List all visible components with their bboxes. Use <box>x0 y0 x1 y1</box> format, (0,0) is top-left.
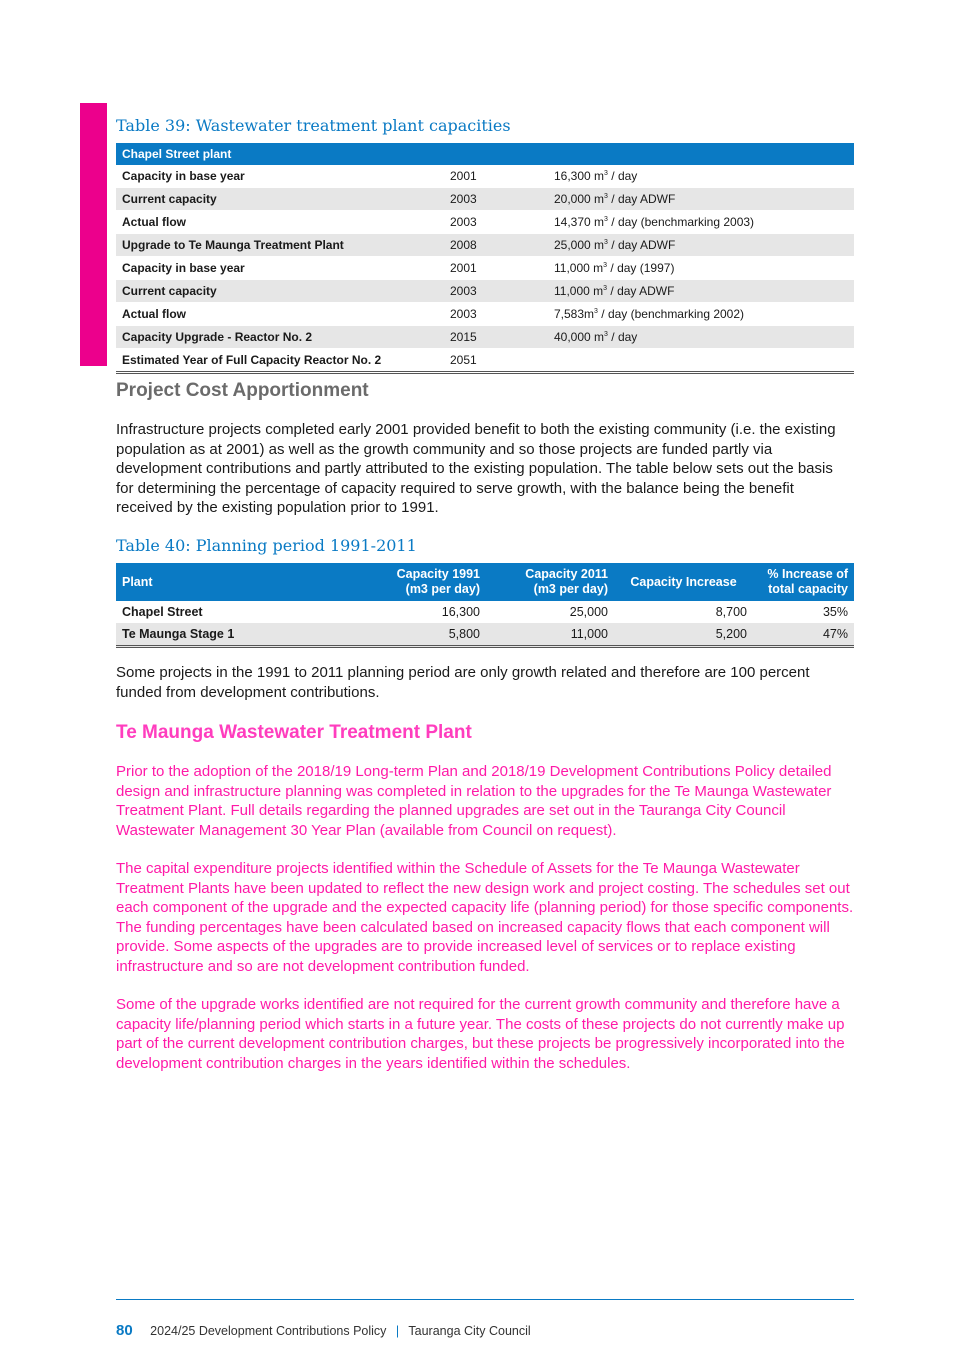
col-label: (m3 per day) <box>405 582 480 596</box>
row-capacity-increase: 5,200 <box>614 623 753 647</box>
table39-title: Table 39: Wastewater treatment plant capacities <box>116 116 511 135</box>
row-label: Capacity in base year <box>116 165 444 188</box>
row-label: Current capacity <box>116 188 444 211</box>
row-year: 2003 <box>444 188 548 211</box>
row-value <box>548 188 854 211</box>
value-suffix: / day ADWF <box>607 192 676 206</box>
col-capacity-2011 <box>486 563 614 601</box>
row-year: 2003 <box>444 211 548 234</box>
row-label: Actual flow <box>116 211 444 234</box>
row-capacity-2011: 11,000 <box>486 623 614 647</box>
table-row <box>116 280 854 303</box>
row-label: Capacity in base year <box>116 257 444 280</box>
footer-doc-title: 2024/25 Development Contributions Policy <box>150 1324 387 1338</box>
footer-separator: | <box>395 1324 400 1338</box>
value-suffix: / day (benchmarking 2003) <box>607 215 755 229</box>
col-label: total capacity <box>768 582 848 596</box>
row-value <box>548 303 854 326</box>
col-pct-increase <box>753 563 854 601</box>
value-text: 14,370 m <box>554 215 605 229</box>
row-year: 2001 <box>444 165 548 188</box>
value-unit-exponent: 3 <box>594 308 598 315</box>
table-row <box>116 211 854 234</box>
row-plant: Chapel Street <box>122 605 203 619</box>
row-year: 2001 <box>444 257 548 280</box>
col-label: Capacity 2011 <box>525 567 608 581</box>
value-unit-exponent: 3 <box>604 193 608 200</box>
row-value <box>548 257 854 280</box>
section-project-cost <box>116 379 854 518</box>
value-text: 20,000 m <box>554 192 605 206</box>
row-label: Upgrade to Te Maunga Treatment Plant <box>116 234 444 257</box>
value-text: 40,000 m <box>554 330 605 344</box>
row-label: Current capacity <box>116 280 444 303</box>
table-row <box>116 234 854 257</box>
accent-bar <box>80 103 107 366</box>
table-row <box>116 326 854 349</box>
table-row <box>116 349 854 373</box>
row-year: 2051 <box>444 349 548 373</box>
paragraph: Prior to the adoption of the 2018/19 Long-term Plan and 2018/19 Development Contributions Policy detailed design and infrastructure planning was completed in relation to the upgrades for the Te Maunga Wastewater Treatment Plant. Full details regarding the planned upgrades are set out in the Tauranga City Council Wastewater Management 30 Year Plan (available from Council on request). <box>116 763 832 839</box>
col-capacity-1991 <box>358 563 486 601</box>
col-capacity-increase: Capacity Increase <box>614 563 753 601</box>
page-number: 80 <box>116 1322 133 1339</box>
value-suffix: / day <box>607 330 638 344</box>
growth-note <box>116 663 854 702</box>
value-unit-exponent: 3 <box>604 331 608 338</box>
section-te-maunga <box>116 721 854 1073</box>
table-row <box>116 623 854 647</box>
row-capacity-2011: 25,000 <box>569 605 608 619</box>
section-heading: Project Cost Apportionment <box>116 380 369 401</box>
table39-header: Chapel Street plant <box>116 143 854 165</box>
value-unit-exponent: 3 <box>603 262 608 269</box>
table-row <box>116 601 854 623</box>
row-label: Actual flow <box>116 303 444 326</box>
value-unit-exponent: 3 <box>603 285 608 292</box>
table39 <box>116 143 854 374</box>
row-value <box>548 234 854 257</box>
row-pct-increase: 35% <box>822 605 848 619</box>
value-suffix: / day ADWF <box>607 238 676 252</box>
value-text: 7,583m <box>554 307 595 321</box>
value-unit-exponent: 3 <box>604 216 608 223</box>
row-capacity-increase: 8,700 <box>715 605 747 619</box>
value-suffix: / day ADWF <box>607 284 675 298</box>
row-value <box>548 165 854 188</box>
col-plant: Plant <box>116 563 358 601</box>
row-value <box>548 280 854 303</box>
value-suffix: / day (1997) <box>607 261 675 275</box>
footer-divider <box>116 1299 854 1300</box>
row-value <box>548 349 854 373</box>
row-capacity-1991: 5,800 <box>358 623 486 647</box>
col-label: Capacity 1991 <box>396 567 480 581</box>
paragraph: Some projects in the 1991 to 2011 planning period are only growth related and therefore are 100 percent funded from development contributions. <box>116 664 810 701</box>
table-row <box>116 257 854 280</box>
paragraph: The capital expenditure projects identified within the Schedule of Assets for the Te Maunga Wastewater Treatment Plants have been updated to reflect the new design work and project costing. The schedules set out each component of the upgrade and the expected capacity life (planning period) for those specific components. The funding percentages have been calculated based on increased capacity flows that each component will provide. Some aspects of the upgrades are to provide increased level of services or to replace existing infrastructure and so are not development contribution funded. <box>116 860 854 975</box>
value-text: 11,000 m <box>554 284 604 298</box>
row-plant: Te Maunga Stage 1 <box>116 623 358 647</box>
col-label: (m3 per day) <box>533 582 608 596</box>
value-text: 11,000 m <box>554 261 604 275</box>
table-row <box>116 188 854 211</box>
row-value <box>548 326 854 349</box>
value-text: 16,300 m <box>554 169 605 183</box>
paragraph: Some of the upgrade works identified are not required for the current growth community and therefore have a capacity life/planning period which starts in a future year. The costs of these projects do not currently make up part of the current development contribution charges, but these projects be progressively incorporated into the development contribution charges in the years identified within the schedules. <box>116 996 845 1072</box>
row-year: 2015 <box>444 326 548 349</box>
table40 <box>116 563 854 648</box>
row-label: Estimated Year of Full Capacity Reactor No. 2 <box>116 349 444 373</box>
footer-org: Tauranga City Council <box>408 1324 531 1338</box>
table39-block <box>116 116 854 374</box>
row-label: Capacity Upgrade - Reactor No. 2 <box>116 326 444 349</box>
row-value <box>548 211 854 234</box>
row-year: 2003 <box>444 280 548 303</box>
col-label: % Increase of <box>767 567 848 581</box>
row-year: 2008 <box>444 234 548 257</box>
footer <box>116 1322 531 1339</box>
value-unit-exponent: 3 <box>604 170 608 177</box>
table-row <box>116 165 854 188</box>
row-capacity-1991: 16,300 <box>441 605 480 619</box>
row-year: 2003 <box>444 303 548 326</box>
section-heading: Te Maunga Wastewater Treatment Plant <box>116 722 472 743</box>
table40-block <box>116 536 854 648</box>
table-row <box>116 303 854 326</box>
value-suffix: / day (benchmarking 2002) <box>597 307 745 321</box>
value-text: 25,000 m <box>554 238 605 252</box>
value-suffix: / day <box>607 169 638 183</box>
table40-title: Table 40: Planning period 1991-2011 <box>116 536 417 555</box>
paragraph: Infrastructure projects completed early 2001 provided benefit to both the existing community (i.e. the existing population as at 2001) as well as the growth community and so those projects are funded partly via development contributions and partly attributed to the existing population. The table below sets out the basis for determining the percentage of capacity required to serve growth, with the balance being the benefit received by the existing population prior to 1991. <box>116 421 836 516</box>
row-pct-increase: 47% <box>753 623 854 647</box>
value-unit-exponent: 3 <box>604 239 608 246</box>
